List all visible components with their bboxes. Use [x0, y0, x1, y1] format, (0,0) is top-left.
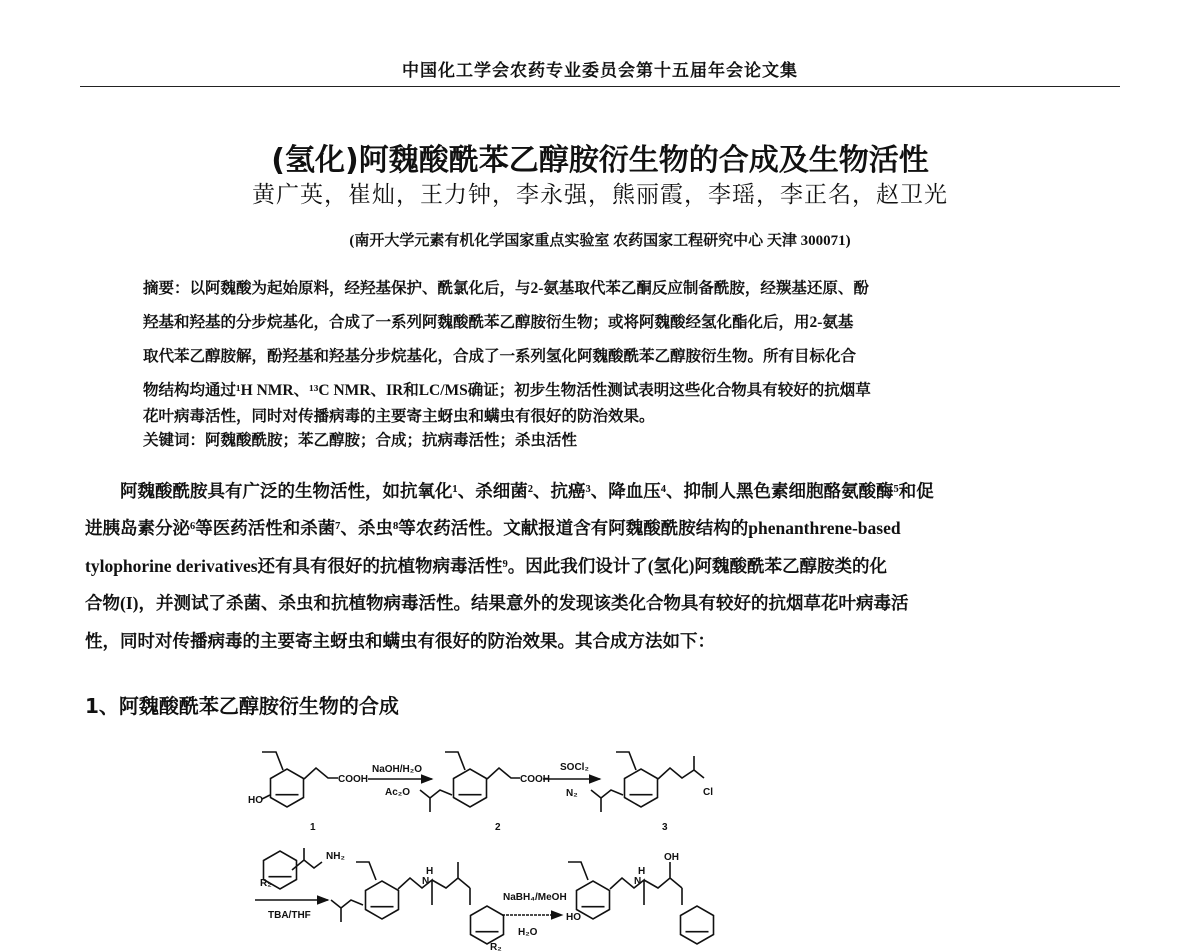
reagent-label: NaBH₄/MeOH	[503, 892, 567, 903]
reagent-label: H₂O	[518, 927, 538, 938]
benzene-ring	[681, 906, 714, 944]
benzene-ring	[471, 906, 504, 944]
body-line: 性，同时对传播病毒的主要寄主蚜虫和螨虫有很好的防治效果。其合成方法如下：	[85, 631, 715, 651]
group-label: HO	[248, 795, 263, 806]
bonds	[262, 752, 704, 922]
benzene-ring	[366, 881, 399, 919]
reagent-label: NaOH/H₂O	[372, 764, 423, 775]
authors: 黄广英，崔灿，王力钟，李永强，熊丽霞，李瑶，李正名，赵卫光	[252, 182, 948, 208]
body-line: 合物(I)，并测试了杀菌、杀虫和抗植物病毒活性。结果意外的发现该类化合物具有较好的抗烟草花叶病毒活	[85, 593, 909, 613]
benzene-ring	[454, 769, 487, 807]
reagent-label: TBA/THF	[268, 910, 311, 921]
abstract-line: 取代苯乙醇胺解，酚羟基和羟基分步烷基化，合成了一系列氢化阿魏酸酰苯乙醇胺衍生物。所有目标化合	[143, 348, 857, 365]
running-head: 中国化工学会农药专业委员会第十五届年会论文集	[402, 61, 798, 81]
compound-label: 3	[662, 822, 668, 833]
compound-label: 1	[310, 822, 316, 833]
benzene-ring	[625, 769, 658, 807]
acrylic-chain	[304, 768, 338, 779]
affiliation: (南开大学元素有机化学国家重点实验室 农药国家工程研究中心 天津 300071)	[349, 233, 851, 249]
group-label: NH₂	[326, 851, 345, 862]
group-label: COOH	[520, 774, 550, 785]
body-line: 阿魏酸酰胺具有广泛的生物活性，如抗氧化¹、杀细菌²、抗癌³、降血压⁴、抑制人黑色素细胞酪氨酸酶⁵和促	[120, 481, 934, 501]
body-line: tylophorine derivatives还有具有很好的抗植物病毒活性⁹。因此我们设计了(氢化)阿魏酸酰苯乙醇胺类的化	[85, 556, 887, 576]
benzene-ring	[577, 881, 610, 919]
group-label: H	[638, 866, 646, 877]
hydroxy-bond	[262, 795, 270, 799]
body-line: 进胰岛素分泌⁶等医药活性和杀菌⁷、杀虫⁸等农药活性。文献报道含有阿魏酸酰胺结构的phenanthrene-based	[85, 518, 901, 538]
abstract-line: 羟基和羟基的分步烷基化，合成了一系列阿魏酸酰苯乙醇胺衍生物；或将阿魏酸经氢化酯化后，用2-氨基	[143, 314, 854, 331]
group-label: R₂	[490, 942, 502, 952]
abstract-line: 摘要：以阿魏酸为起始原料，经羟基保护、酰氯化后，与2-氨基取代苯乙酮反应制备酰胺，经羰基还原、酚	[143, 280, 869, 297]
methoxy-bond	[262, 752, 283, 770]
abstract-line: 花叶病毒活性，同时对传播病毒的主要寄主蚜虫和螨虫有很好的防治效果。	[143, 408, 655, 425]
paper-title: (氢化)阿魏酸酰苯乙醇胺衍生物的合成及生物活性	[271, 143, 929, 178]
group-label: N	[634, 876, 642, 887]
keywords: 关键词：阿魏酸酰胺；苯乙醇胺；合成；抗病毒活性；杀虫活性	[143, 432, 578, 449]
group-label: N	[422, 876, 430, 887]
benzene-ring	[271, 769, 304, 807]
compound-label: 2	[495, 822, 501, 833]
group-label: H	[426, 866, 434, 877]
group-label: OH	[664, 852, 679, 863]
group-label: Cl	[703, 787, 713, 798]
reagent-label: Ac₂O	[385, 787, 411, 798]
group-label: R₂	[260, 878, 272, 889]
abstract-line: 物结构均通过¹H NMR、¹³C NMR、IR和LC/MS确证；初步生物活性测试表明这些化合物具有较好的抗烟草	[143, 382, 871, 399]
reagent-label: N₂	[566, 788, 578, 799]
reagent-label: SOCl₂	[560, 762, 589, 773]
group-label: HO	[566, 912, 581, 923]
section-heading: 1、阿魏酸酰苯乙醇胺衍生物的合成	[85, 694, 399, 718]
group-label: COOH	[338, 774, 368, 785]
